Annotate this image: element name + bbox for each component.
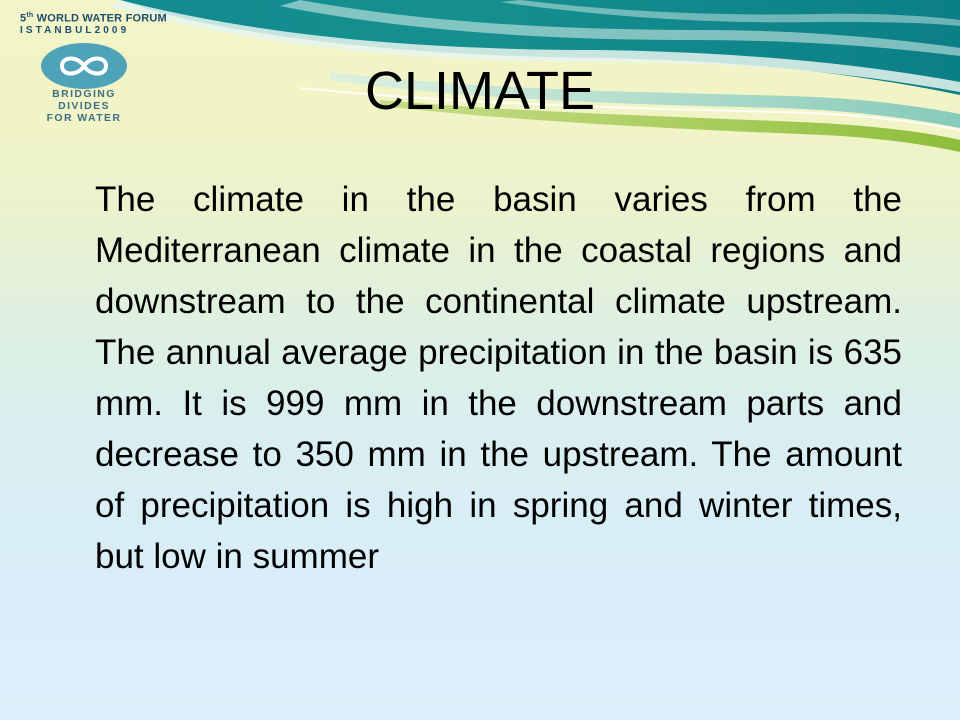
slide-title: CLIMATE [364,61,596,121]
logo-location-year: ISTANBUL2009 [20,25,130,36]
logo-tagline-line: DIVIDES [58,100,110,112]
logo-event-name: 5th WORLD WATER FORUM [20,12,167,25]
logo-tagline-line: FOR WATER [46,112,122,124]
slide-body-text: The climate in the basin varies from the Mediterranean climate in the coastal regions and downstream to the continental climate upstream. The annual average precipitation in the basin is 635 mm. It is 999 mm in the downstream parts and decrease to 350 mm in the upstream. The amount of precipitation is high in spring and winter times, but low in summer [95,180,902,576]
logo-tagline-line: BRIDGING [52,88,116,100]
